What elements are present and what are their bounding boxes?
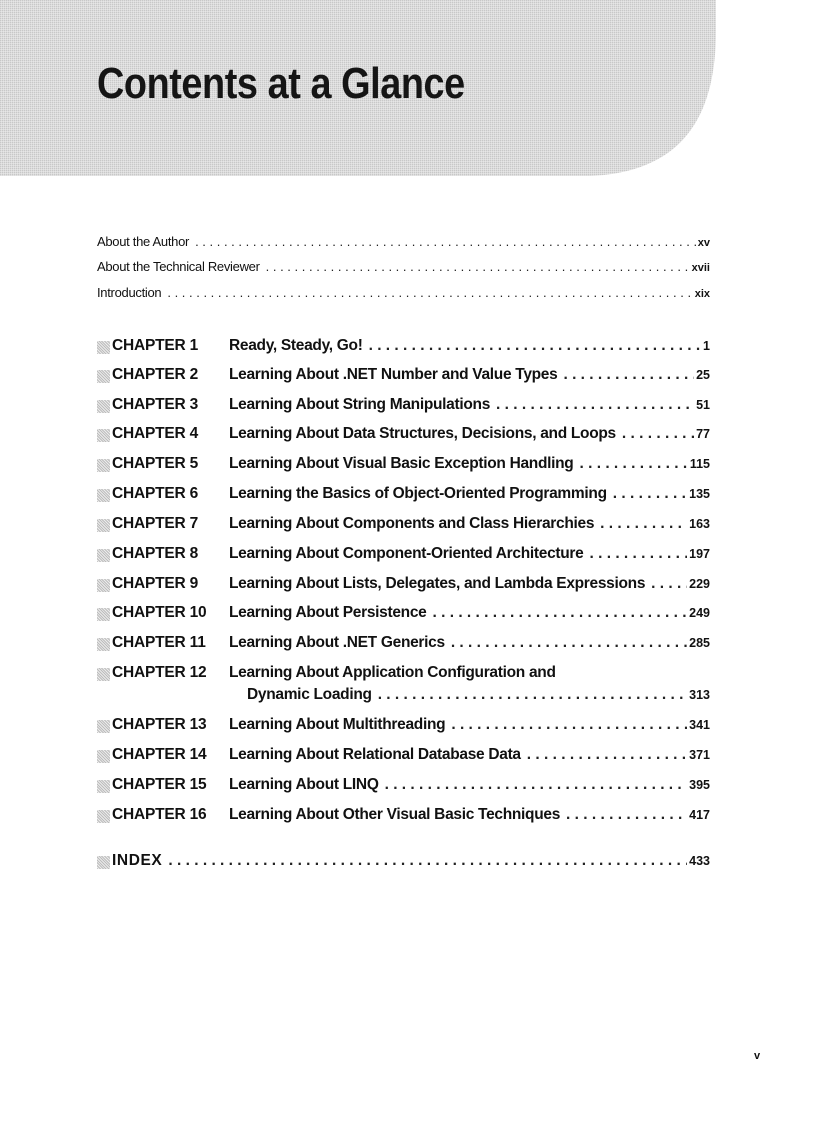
chapter-label: CHAPTER 14 [112, 746, 207, 763]
chapter-marker-icon [97, 668, 110, 681]
chapter-title: Learning About LINQ [229, 776, 379, 793]
chapter-label: CHAPTER 2 [112, 366, 199, 383]
toc-chapter-16[interactable] [97, 806, 710, 824]
leader-dots [385, 776, 688, 794]
chapter-title: Learning About Multithreading [229, 716, 446, 733]
chapter-marker-icon [97, 579, 110, 592]
chapter-page: 285 [689, 636, 710, 650]
index-label: INDEX [112, 852, 163, 869]
chapter-label: CHAPTER 12 [112, 664, 207, 681]
chapter-title: Learning About Persistence [229, 604, 427, 621]
toc-chapter-10[interactable] [97, 604, 710, 622]
chapter-page: 77 [696, 427, 710, 441]
leader-dots [378, 686, 687, 704]
leader-dots [451, 716, 687, 734]
index-page: 433 [689, 854, 710, 868]
chapter-title: Learning About Data Structures, Decisions, and Loops [229, 425, 616, 442]
leader-dots [432, 604, 687, 622]
toc-chapter-12[interactable] [97, 664, 710, 682]
chapter-title: Learning About Visual Basic Exception Handling [229, 455, 574, 472]
chapter-label: CHAPTER 6 [112, 485, 199, 502]
toc-chapter-8[interactable] [97, 545, 710, 563]
chapter-page: 417 [689, 808, 710, 822]
leader-dots [527, 746, 687, 764]
chapter-marker-icon [97, 810, 110, 823]
chapter-label: CHAPTER 11 [112, 634, 206, 651]
chapter-label: CHAPTER 4 [112, 425, 199, 442]
toc-entry-label: Introduction [97, 285, 162, 300]
chapter-marker-icon [97, 459, 110, 472]
toc-chapter-2[interactable] [97, 366, 710, 384]
leader-dots [168, 852, 687, 870]
leader-dots [563, 366, 694, 384]
chapter-label: CHAPTER 16 [112, 806, 207, 823]
toc-chapter-9[interactable] [97, 575, 710, 593]
chapter-title: Learning About Relational Database Data [229, 746, 521, 763]
chapter-page: 341 [689, 718, 710, 732]
toc-chapter-12-continued[interactable] [97, 686, 710, 704]
leader-dots [579, 455, 687, 473]
chapter-title: Learning About Application Configuration and [229, 664, 556, 681]
chapter-marker-icon [97, 549, 110, 562]
chapter-title-continued: Dynamic Loading [247, 686, 372, 703]
toc-chapter-4[interactable] [97, 425, 710, 443]
chapter-label: CHAPTER 7 [112, 515, 199, 532]
leader-dots [589, 545, 687, 563]
chapter-title: Learning About Other Visual Basic Techniques [229, 806, 561, 823]
chapter-marker-icon [97, 400, 110, 413]
chapter-marker-icon [97, 341, 110, 354]
page-number: v [754, 1050, 761, 1062]
toc-entry-introduction[interactable] [97, 285, 710, 300]
toc-chapter-7[interactable] [97, 515, 710, 533]
chapter-title: Learning About Components and Class Hierarchies [229, 515, 595, 532]
chapter-title: Learning the Basics of Object-Oriented Programming [229, 485, 607, 502]
chapter-page: 115 [689, 457, 710, 471]
leader-dots [566, 806, 687, 824]
chapter-marker-icon [97, 720, 110, 733]
toc-chapter-5[interactable] [97, 455, 710, 473]
chapter-page: 135 [689, 487, 710, 501]
chapter-title: Ready, Steady, Go! [229, 337, 363, 354]
chapter-label: CHAPTER 1 [112, 337, 199, 354]
toc-chapter-13[interactable] [97, 716, 710, 734]
toc-chapter-11[interactable] [97, 634, 710, 652]
chapter-title: Learning About .NET Number and Value Types [229, 366, 558, 383]
toc-entry-page: xvii [691, 262, 710, 274]
chapter-title: Learning About String Manipulations [229, 396, 491, 413]
toc-chapter-3[interactable] [97, 396, 710, 414]
leader-dots [651, 575, 687, 593]
chapter-marker-icon [97, 608, 110, 621]
chapter-page: 313 [689, 688, 710, 702]
toc-entry-label: About the Author [97, 234, 190, 249]
chapter-page: 197 [689, 547, 710, 561]
chapter-page: 1 [703, 339, 710, 353]
chapter-title: Learning About Component-Oriented Architecture [229, 545, 584, 562]
chapter-label: CHAPTER 15 [112, 776, 207, 793]
toc-entry-about-author[interactable] [97, 234, 710, 249]
page-title: Contents at a Glance [97, 59, 465, 108]
toc-index[interactable] [97, 852, 710, 870]
toc-chapter-14[interactable] [97, 746, 710, 764]
chapter-label: CHAPTER 8 [112, 545, 199, 562]
chapter-label: CHAPTER 13 [112, 716, 207, 733]
leader-dots [613, 485, 687, 503]
leader-dots [451, 634, 687, 652]
leader-dots [195, 234, 696, 249]
chapter-marker-icon [97, 638, 110, 651]
chapter-label: CHAPTER 3 [112, 396, 199, 413]
toc-entry-label: About the Technical Reviewer [97, 259, 260, 274]
chapter-page: 371 [689, 748, 710, 762]
chapter-title: Learning About Lists, Delegates, and Lambda Expressions [229, 575, 646, 592]
index-marker-icon [97, 856, 110, 869]
chapter-label: CHAPTER 5 [112, 455, 199, 472]
chapter-marker-icon [97, 780, 110, 793]
chapter-label: CHAPTER 10 [112, 604, 207, 621]
leader-dots [622, 425, 694, 443]
chapter-page: 163 [689, 517, 710, 531]
chapter-marker-icon [97, 750, 110, 763]
chapter-marker-icon [97, 370, 110, 383]
toc-chapter-1[interactable] [97, 337, 710, 355]
chapter-page: 229 [689, 577, 710, 591]
toc-entry-page: xix [694, 288, 710, 300]
chapter-label: CHAPTER 9 [112, 575, 199, 592]
chapter-page: 51 [696, 398, 710, 412]
chapter-marker-icon [97, 489, 110, 502]
chapter-marker-icon [97, 519, 110, 532]
chapter-page: 249 [689, 606, 710, 620]
toc-entry-about-reviewer[interactable] [97, 259, 710, 274]
leader-dots [600, 515, 687, 533]
toc-chapter-15[interactable] [97, 776, 710, 794]
chapter-page: 395 [689, 778, 710, 792]
toc-chapter-6[interactable] [97, 485, 710, 503]
toc-entry-page: xv [697, 237, 710, 249]
leader-dots [369, 337, 701, 355]
leader-dots [496, 396, 694, 414]
leader-dots [266, 259, 690, 274]
chapter-title: Learning About .NET Generics [229, 634, 445, 651]
chapter-marker-icon [97, 429, 110, 442]
chapter-page: 25 [696, 368, 710, 382]
leader-dots [167, 285, 692, 300]
